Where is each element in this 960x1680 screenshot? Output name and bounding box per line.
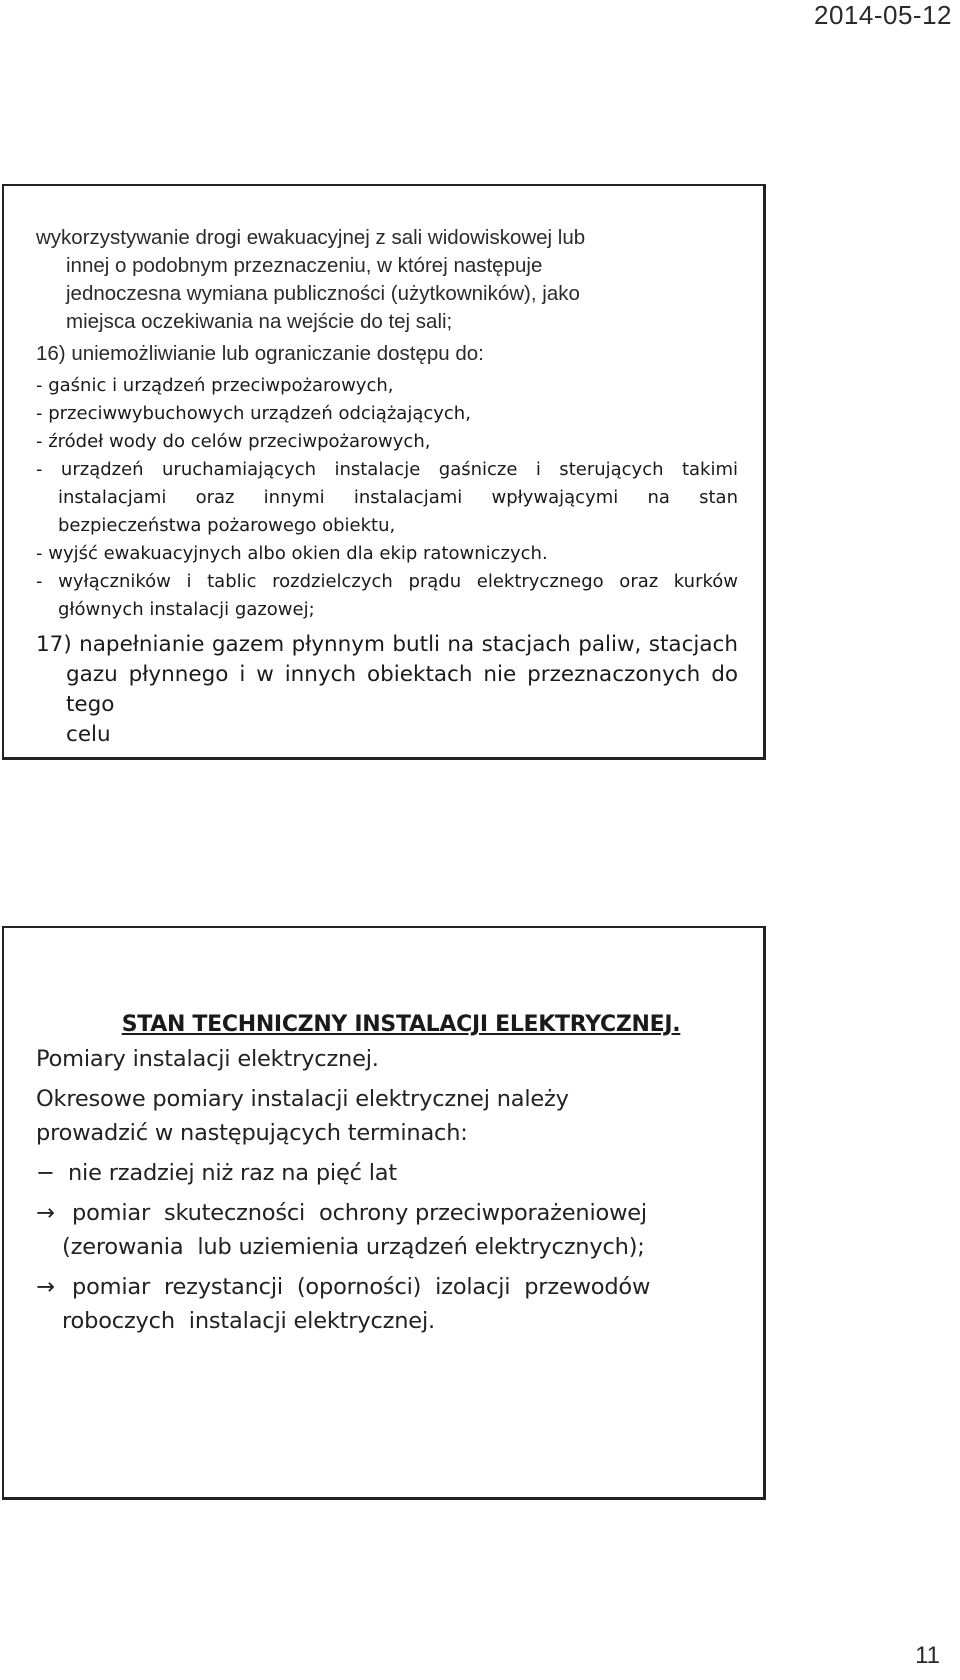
slide-electrical-installation xyxy=(2,926,766,1500)
item-17-line-3: celu xyxy=(66,722,111,747)
arrow-item-line-2: roboczych instalacji elektrycznej. xyxy=(62,1308,435,1334)
bullet-list xyxy=(36,372,738,624)
arrow-item xyxy=(36,1196,736,1264)
dash-item xyxy=(36,1156,736,1190)
item-15-line-3: jednoczesna wymiana publiczności (użytkowników), jako xyxy=(66,282,580,305)
list-item-line: bezpieczeństwa pożarowego obiektu, xyxy=(58,515,396,536)
slide-fire-safety-prohibitions xyxy=(2,184,766,760)
arrow-item-text xyxy=(62,1270,736,1338)
dash-icon: − xyxy=(36,1160,55,1186)
list-item: - wyjść ewakuacyjnych albo okien dla ekip ratowniczych. xyxy=(36,543,548,564)
arrow-right-icon: → xyxy=(36,1274,55,1300)
intro-line-2: prowadzić w następujących terminach: xyxy=(36,1120,468,1146)
slide-content xyxy=(36,224,738,750)
list-item: - źródeł wody do celów przeciwpożarowych, xyxy=(36,431,431,452)
page-number: 11 xyxy=(915,1642,940,1669)
arrow-right-icon: → xyxy=(36,1200,55,1226)
arrow-item xyxy=(36,1270,736,1338)
dash-item-text: nie rzadziej niż raz na pięć lat xyxy=(68,1160,397,1186)
document-date: 2014-05-12 xyxy=(814,0,952,30)
item-15-line-4: miejsca oczekiwania na wejście do tej sali; xyxy=(66,310,453,333)
list-item: - gaśnic i urządzeń przeciwpożarowych, xyxy=(36,375,394,396)
arrow-item-line-1: pomiar skuteczności ochrony przeciwporażeniowej xyxy=(72,1200,647,1226)
item-17 xyxy=(36,630,738,750)
subheading: Pomiary instalacji elektrycznej. xyxy=(36,1046,379,1072)
arrow-item-text xyxy=(62,1196,736,1264)
item-15 xyxy=(36,224,738,336)
item-17-line-2: gazu płynnego i w innych obiektach nie przeznaczonych do tego xyxy=(66,662,738,717)
list-item-line: instalacjami oraz innymi instalacjami wpływającymi na stan xyxy=(58,487,738,508)
slide-heading: STAN TECHNICZNY INSTALACJI ELEKTRYCZNEJ. xyxy=(121,1012,681,1037)
item-17-line-1: 17) napełnianie gazem płynnym butli na stacjach paliw, stacjach xyxy=(36,632,738,657)
arrow-item-line-2: (zerowania lub uziemienia urządzeń elektrycznych); xyxy=(62,1234,645,1260)
item-15-line-2: innej o podobnym przeznaczeniu, w której następuje xyxy=(66,254,543,277)
list-item-line: - wyłączników i tablic rozdzielczych prądu elektrycznego oraz kurków xyxy=(36,571,738,592)
arrow-item-line-1: pomiar rezystancji (oporności) izolacji przewodów xyxy=(72,1274,651,1300)
item-16: 16) uniemożliwianie lub ograniczanie dostępu do: xyxy=(36,342,484,365)
intro-line-1: Okresowe pomiary instalacji elektrycznej należy xyxy=(36,1086,569,1112)
list-item: - przeciwwybuchowych urządzeń odciążających, xyxy=(36,403,471,424)
slide-content xyxy=(36,1008,736,1338)
item-15-line-1: wykorzystywanie drogi ewakuacyjnej z sali widowiskowej lub xyxy=(36,226,586,249)
list-item-line: głównych instalacji gazowej; xyxy=(58,599,315,620)
list-item-line: - urządzeń uruchamiających instalacje gaśnicze i sterujących takimi xyxy=(36,459,738,480)
